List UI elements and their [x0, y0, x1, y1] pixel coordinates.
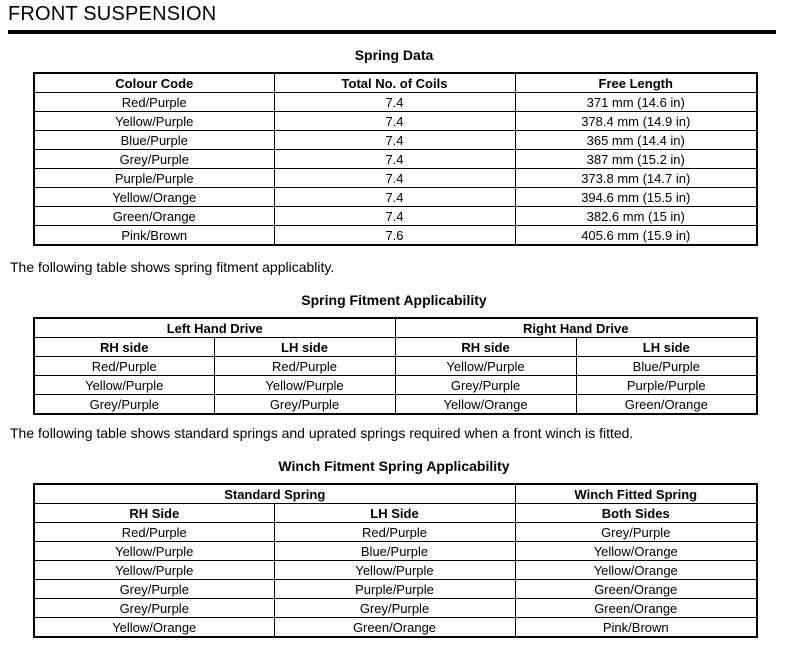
column-header: Free Length: [515, 73, 757, 93]
title-divider: [8, 30, 776, 34]
column-header: LH side: [576, 338, 757, 357]
table-cell: 378.4 mm (14.9 in): [515, 112, 757, 131]
group-header-winch: Winch Fitted Spring: [515, 484, 757, 504]
table-cell: Yellow/Purple: [34, 561, 274, 580]
table-row: [34, 93, 757, 112]
table-row: [34, 357, 757, 376]
table-cell: Yellow/Orange: [34, 618, 274, 638]
table-cell: Blue/Purple: [274, 542, 515, 561]
column-header: Colour Code: [34, 73, 274, 93]
group-header-standard: Standard Spring: [34, 484, 515, 504]
table-cell: Purple/Purple: [576, 376, 757, 395]
table-cell: 405.6 mm (15.9 in): [515, 226, 757, 246]
table-cell: 382.6 mm (15 in): [515, 207, 757, 226]
table-cell: Red/Purple: [34, 357, 214, 376]
table-cell: Green/Orange: [576, 395, 757, 415]
column-header: Both Sides: [515, 504, 757, 523]
column-header: RH side: [34, 338, 214, 357]
table-cell: Grey/Purple: [34, 150, 274, 169]
fitment-heading: Spring Fitment Applicability: [301, 292, 487, 308]
table-cell: Grey/Purple: [34, 580, 274, 599]
table-cell: Grey/Purple: [34, 599, 274, 618]
table-cell: Red/Purple: [34, 93, 274, 112]
table-row: [34, 150, 757, 169]
page-title: FRONT SUSPENSION: [8, 3, 217, 25]
table-row: [34, 188, 757, 207]
table-cell: Grey/Purple: [395, 376, 576, 395]
table-row: [34, 376, 757, 395]
table-cell: Yellow/Purple: [395, 357, 576, 376]
table-row: [34, 169, 757, 188]
table-cell: Yellow/Purple: [274, 561, 515, 580]
table-cell: Red/Purple: [274, 523, 515, 542]
table-cell: Green/Orange: [515, 599, 757, 618]
table-cell: Pink/Brown: [34, 226, 274, 246]
table-cell: Red/Purple: [214, 357, 395, 376]
column-header: Total No. of Coils: [274, 73, 515, 93]
table-row: [34, 395, 757, 415]
table-cell: Yellow/Purple: [34, 376, 214, 395]
column-header: LH Side: [274, 504, 515, 523]
table-cell: 387 mm (15.2 in): [515, 150, 757, 169]
table-row: [34, 599, 757, 618]
table-row: [34, 523, 757, 542]
table-cell: 7.4: [274, 188, 515, 207]
table-cell: 365 mm (14.4 in): [515, 131, 757, 150]
spring-data-heading: Spring Data: [354, 47, 434, 63]
table-cell: 7.6: [274, 226, 515, 246]
table-cell: Yellow/Orange: [34, 188, 274, 207]
table-row: [34, 112, 757, 131]
group-header-lhd: Left Hand Drive: [34, 318, 395, 338]
table-cell: Yellow/Purple: [34, 112, 274, 131]
table-cell: Blue/Purple: [576, 357, 757, 376]
fitment-intro-text: The following table shows spring fitment applicablity.: [10, 259, 335, 275]
table-row: [34, 207, 757, 226]
winch-intro-text: The following table shows standard springs and uprated springs required when a front winch is fitted.: [10, 425, 634, 441]
table-cell: Pink/Brown: [515, 618, 757, 638]
table-row: [34, 131, 757, 150]
winch-table: [33, 483, 758, 638]
table-cell: 7.4: [274, 150, 515, 169]
column-header: RH Side: [34, 504, 274, 523]
winch-heading: Winch Fitment Spring Applicability: [278, 458, 510, 474]
column-header: LH side: [214, 338, 395, 357]
table-row: [34, 226, 757, 246]
table-cell: 394.6 mm (15.5 in): [515, 188, 757, 207]
table-cell: 7.4: [274, 207, 515, 226]
table-cell: 7.4: [274, 112, 515, 131]
table-cell: 7.4: [274, 93, 515, 112]
table-row: [34, 580, 757, 599]
table-cell: Grey/Purple: [34, 395, 214, 415]
table-cell: Yellow/Orange: [515, 542, 757, 561]
table-cell: Blue/Purple: [34, 131, 274, 150]
table-cell: Red/Purple: [34, 523, 274, 542]
table-cell: Yellow/Orange: [515, 561, 757, 580]
table-cell: 7.4: [274, 169, 515, 188]
table-cell: Yellow/Purple: [34, 542, 274, 561]
group-header-rhd: Right Hand Drive: [395, 318, 757, 338]
table-cell: Grey/Purple: [214, 395, 395, 415]
column-header: RH side: [395, 338, 576, 357]
table-cell: Grey/Purple: [274, 599, 515, 618]
table-row: [34, 561, 757, 580]
fitment-table: [33, 317, 758, 415]
table-cell: Purple/Purple: [274, 580, 515, 599]
table-cell: Purple/Purple: [34, 169, 274, 188]
table-cell: Green/Orange: [515, 580, 757, 599]
table-cell: Yellow/Purple: [214, 376, 395, 395]
table-cell: Green/Orange: [274, 618, 515, 638]
table-row: [34, 618, 757, 638]
table-cell: Grey/Purple: [515, 523, 757, 542]
table-cell: 7.4: [274, 131, 515, 150]
table-row: [34, 542, 757, 561]
table-cell: Green/Orange: [34, 207, 274, 226]
table-cell: Yellow/Orange: [395, 395, 576, 415]
table-cell: 371 mm (14.6 in): [515, 93, 757, 112]
spring-data-table: [33, 72, 758, 246]
table-cell: 373.8 mm (14.7 in): [515, 169, 757, 188]
